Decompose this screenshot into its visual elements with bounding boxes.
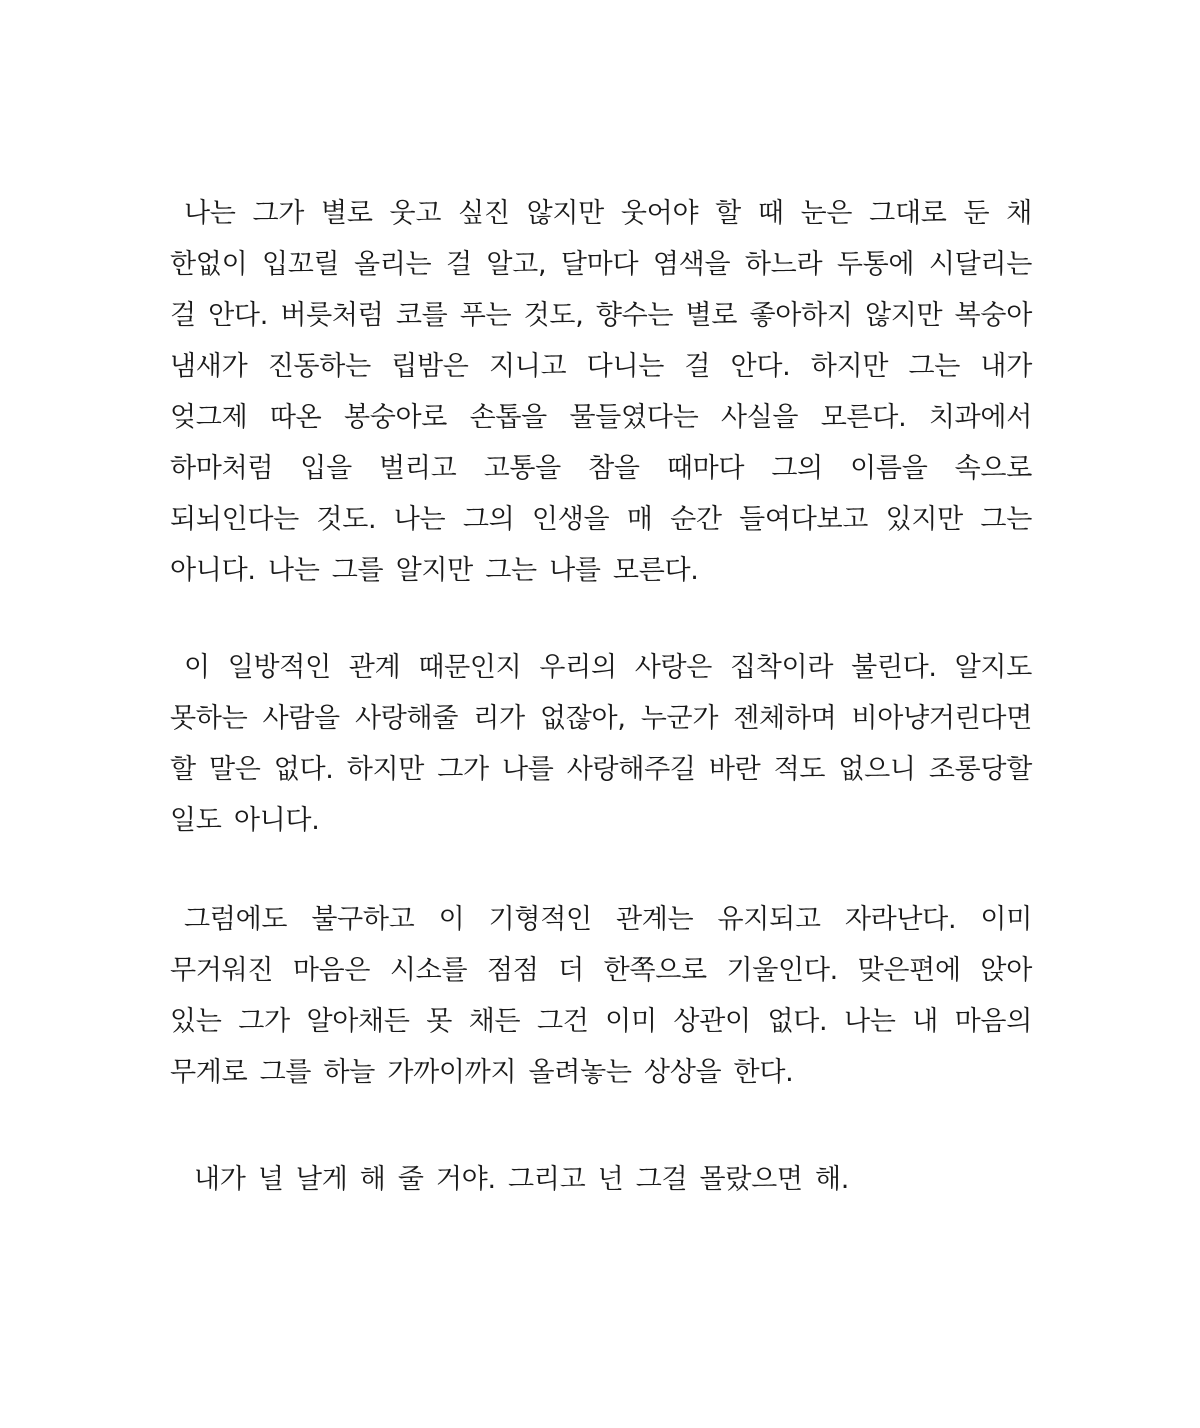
closing-line-text: 내가 널 날게 해 줄 거야. 그리고 넌 그걸 몰랐으면 해. [194, 1164, 850, 1195]
paragraph-3-text: 그럼에도 불구하고 이 기형적인 관계는 유지되고 자라난다. 이미 무거워진 마음은 시소를 점점 더 한쪽으로 기울인다. 맞은편에 앉아 있는 그가 알아채든 못 채든 그건 이미 상관이 없다. 나는 내 마음의 무게로 그를 하늘 가까이까지 올려놓는 상상을 한다. [170, 904, 1032, 1088]
closing-line [170, 1154, 1032, 1205]
paragraph-1-text: 나는 그가 별로 웃고 싶진 않지만 웃어야 할 때 눈은 그대로 둔 채 한없이 입꼬릴 올리는 걸 알고, 달마다 염색을 하느라 두통에 시달리는 걸 안다. 버릇처럼 코를 푸는 것도, 향수는 별로 좋아하지 않지만 복숭아 냄새가 진동하는 립밤은 지니고 다니는 걸 안다. 하지만 그는 내가 엊그제 따온 봉숭아로 손톱을 물들였다는 사실을 모른다. 치과에서 하마처럼 입을 벌리고 고통을 참을 때마다 그의 이름을 속으로 되뇌인다는 것도. 나는 그의 인생을 매 순간 들여다보고 있지만 그는 아니다. 나는 그를 알지만 그는 나를 모른다. [170, 198, 1032, 586]
paragraph-2 [170, 642, 1032, 846]
paragraph-3 [170, 894, 1032, 1098]
paragraph-1 [170, 188, 1032, 596]
paragraph-2-text: 이 일방적인 관계 때문인지 우리의 사랑은 집착이라 불린다. 알지도 못하는 사람을 사랑해줄 리가 없잖아, 누군가 젠체하며 비아냥거린다면 할 말은 없다. 하지만 그가 나를 사랑해주길 바란 적도 없으니 조롱당할 일도 아니다. [170, 652, 1032, 836]
